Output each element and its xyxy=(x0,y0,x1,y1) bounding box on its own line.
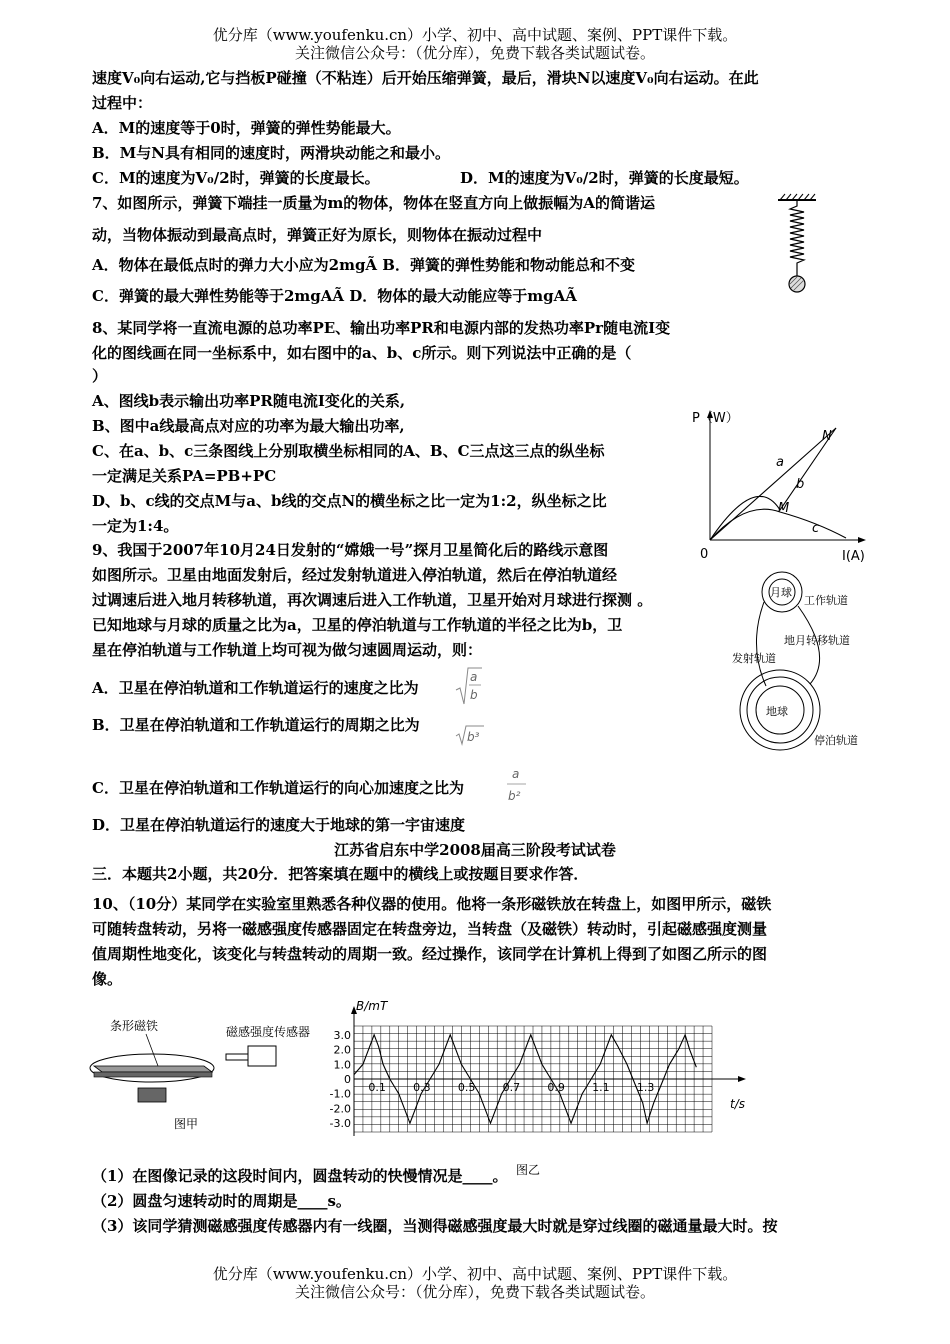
x-tick-label: 0.1 xyxy=(368,1081,386,1094)
label-b: b xyxy=(796,477,805,492)
transfer-orbit-label: 地月转移轨道 xyxy=(784,634,850,647)
origin-label: 0 xyxy=(700,547,709,562)
y-tick-label: -2.0 xyxy=(329,1102,351,1116)
q8-option-b: B、图中a线最高点对应的功率为最大输出功率, xyxy=(92,417,405,435)
q10-stem-3: 值周期性地变化，该变化与转盘转动的周期一致。经过操作，该同学在计算机上得到了如图乙所示的图 xyxy=(92,945,768,963)
q10-sub-2: （2）圆盘匀速转动时的周期是____s。 xyxy=(92,1192,351,1210)
x-tick-label: 1.3 xyxy=(636,1081,655,1094)
earth-label: 地球 xyxy=(766,705,788,718)
x-tick-label: 0.7 xyxy=(502,1081,521,1094)
y-tick-label: 2.0 xyxy=(333,1043,351,1057)
sensor-label: 磁感强度传感器 xyxy=(226,1025,311,1039)
power-graph xyxy=(686,400,876,568)
label-c: c xyxy=(812,521,820,536)
fraction-numerator: a xyxy=(470,670,478,684)
q8-stem-2: 化的图线画在同一坐标系中，如右图中的a、b、c所示。则下列说法中正确的是（ xyxy=(92,344,632,362)
q9-stem-2: 如图所示。卫星由地面发射后，经过发射轨道进入停泊轨道，然后在停泊轨道经 xyxy=(92,566,618,584)
q8-stem-1: 8、某同学将一直流电源的总功率PE、输出功率PR和电源内部的发热功率Pr随电流I变 xyxy=(92,319,671,337)
label-a: a xyxy=(776,455,784,470)
y-tick-label: 0 xyxy=(344,1073,351,1086)
q10-stem-1: 10、（10分）某同学在实验室里熟悉各种仪器的使用。他将一条形磁铁放在转盘上，如图甲所示，磁铁 xyxy=(92,895,772,913)
q7-options-ab: A．物体在最低点时的弹力大小应为2mgÃ B．弹簧的弹性势能和物动能总和不变 xyxy=(92,256,635,274)
y-tick-label: 1.0 xyxy=(333,1058,351,1072)
q10-sub-1: （1）在图像记录的这段时间内，圆盘转动的快慢情况是____。 xyxy=(92,1167,508,1185)
fraction-denominator: b xyxy=(470,688,478,702)
footer-line-2: 关注微信公众号：（优分库），免费下载各类试题试卷。 xyxy=(294,1283,655,1301)
bar-magnet xyxy=(94,1066,212,1072)
q9-option-b-formula xyxy=(454,722,486,746)
q6-option-b: B．M与N具有相同的速度时，两滑块动能之和最小。 xyxy=(92,144,450,162)
q10-stem-4: 像。 xyxy=(92,970,123,988)
header-line-1: 优分库（www.youfenku.cn）小学、初中、高中试题、案例、PPT课件下载。 xyxy=(212,26,738,44)
q9-option-c-formula xyxy=(504,764,532,808)
q6-option-a: A．M的速度等于0时，弹簧的弹性势能最大。 xyxy=(92,119,401,137)
spring-coil xyxy=(790,200,804,278)
q9-option-c: C．卫星在停泊轨道和工作轨道运行的向心加速度之比为 xyxy=(92,779,464,797)
q8-option-c-2: 一定满足关系PA=PB+PC xyxy=(92,467,277,485)
parking-orbit-label: 停泊轨道 xyxy=(814,734,858,747)
fraction-denominator: b² xyxy=(508,789,521,803)
q9-stem-1: 9、我国于2007年10月24日发射的“嫦娥一号”探月卫星简化后的路线示意图 xyxy=(92,541,609,559)
y-axis-label: P（W） xyxy=(692,411,739,426)
turntable-base xyxy=(138,1088,166,1102)
sqrt-radicand: b³ xyxy=(467,730,480,744)
chart-x-arrow xyxy=(738,1076,746,1082)
spring-figure xyxy=(770,192,830,300)
q10-sub-3: （3）该同学猜测磁感强度传感器内有一线圈，当测得磁感强度最大时就是穿过线圈的磁通量最大时。按 xyxy=(92,1217,778,1235)
header-line-2: 关注微信公众号：（优分库），免费下载各类试题试卷。 xyxy=(294,44,655,62)
y-tick-label: -3.0 xyxy=(329,1117,351,1131)
q8-option-c-1: C、在a、b、c三条图线上分别取横坐标相同的A、B、C三点这三点的纵坐标 xyxy=(92,442,605,460)
fraction-numerator: a xyxy=(512,767,520,781)
footer-line-1: 优分库（www.youfenku.cn）小学、初中、高中试题、案例、PPT课件下载。 xyxy=(212,1265,738,1283)
x-axis-arrow xyxy=(858,537,866,543)
y-tick-label: -1.0 xyxy=(329,1087,351,1101)
chart-x-label: t/s xyxy=(730,1097,745,1111)
y-tick-label: 3.0 xyxy=(333,1028,351,1042)
q6-option-d: D．M的速度为V₀/2时，弹簧的长度最短。 xyxy=(460,169,749,187)
x-tick-label: 0.3 xyxy=(413,1081,431,1094)
q7-options-cd: C．弹簧的最大弹性势能等于2mgAÃ D．物体的最大动能应等于mgAÃ xyxy=(92,287,577,305)
q9-option-b: B．卫星在停泊轨道和工作轨道运行的周期之比为 xyxy=(92,716,420,734)
figure-jia-caption: 图甲 xyxy=(174,1117,199,1131)
q9-stem-4: 已知地球与月球的质量之比为a，卫星的停泊轨道与工作轨道的半径之比为b，卫 xyxy=(92,616,623,634)
q8-option-a: A、图线b表示输出功率PR随电流I变化的关系, xyxy=(92,392,406,410)
q6-stem-cont: 速度V₀向右运动,它与挡板P碰撞（不粘连）后开始压缩弹簧，最后，滑块N以速度V₀向右运动。在此 xyxy=(92,69,759,87)
label-n: N xyxy=(822,429,832,444)
school-title: 江苏省启东中学2008届高三阶段考试试卷 xyxy=(334,841,616,859)
q9-stem-5: 星在停泊轨道与工作轨道上均可视为做匀速圆周运动，则： xyxy=(92,641,483,659)
mass-ball xyxy=(789,276,805,292)
sensor-box xyxy=(248,1046,276,1066)
figure-jia xyxy=(86,1012,336,1136)
figure-yi-chart xyxy=(312,996,752,1176)
chart-caption: 图乙 xyxy=(516,1163,541,1176)
q6-option-c: C．M的速度为V₀/2时，弹簧的长度最长。 xyxy=(92,169,380,187)
x-tick-label: 0.9 xyxy=(547,1081,565,1094)
q6-stem-cont-2: 过程中： xyxy=(92,94,153,112)
moon-label: 月球 xyxy=(770,586,792,599)
sensor-probe xyxy=(226,1054,248,1060)
q9-option-a: A．卫星在停泊轨道和工作轨道运行的速度之比为 xyxy=(92,679,419,697)
section-instructions: 三．本题共2小题，共20分．把答案填在题中的横线上或按题目要求作答． xyxy=(92,865,589,883)
q9-stem-3: 过调速后进入地月转移轨道，再次调速后进入工作轨道，卫星开始对月球进行探测 。 xyxy=(92,591,653,609)
q10-stem-2: 可随转盘转动，另将一磁感强度传感器固定在转盘旁边，当转盘（及磁铁）转动时，引起磁感强度测量 xyxy=(92,920,768,938)
q8-option-d-1: D、b、c线的交点M与a、b线的交点N的横坐标之比一定为1:2，纵坐标之比 xyxy=(92,492,607,510)
x-axis-label: I(A) xyxy=(842,549,865,564)
chart-y-label: B/mT xyxy=(356,999,388,1013)
q8-option-d-2: 一定为1:4。 xyxy=(92,517,179,535)
x-tick-label: 1.1 xyxy=(592,1081,610,1094)
q7-stem-1: 7、如图所示，弹簧下端挂一质量为m的物体，物体在竖直方向上做振幅为A的简谐运 xyxy=(92,194,655,212)
work-orbit-label: 工作轨道 xyxy=(804,594,848,607)
magnet-label: 条形磁铁 xyxy=(110,1019,159,1033)
q8-stem-3: ） xyxy=(92,367,108,385)
x-tick-label: 0.5 xyxy=(457,1081,476,1094)
q9-option-a-formula xyxy=(454,664,484,710)
label-m: M xyxy=(778,501,790,516)
q7-stem-2: 动，当物体振动到最高点时，弹簧正好为原长，则物体在振动过程中 xyxy=(92,226,543,244)
q9-option-d: D．卫星在停泊轨道运行的速度大于地球的第一宇宙速度 xyxy=(92,816,466,834)
orbit-diagram xyxy=(726,566,876,752)
launch-orbit-label: 发射轨道 xyxy=(732,652,776,665)
